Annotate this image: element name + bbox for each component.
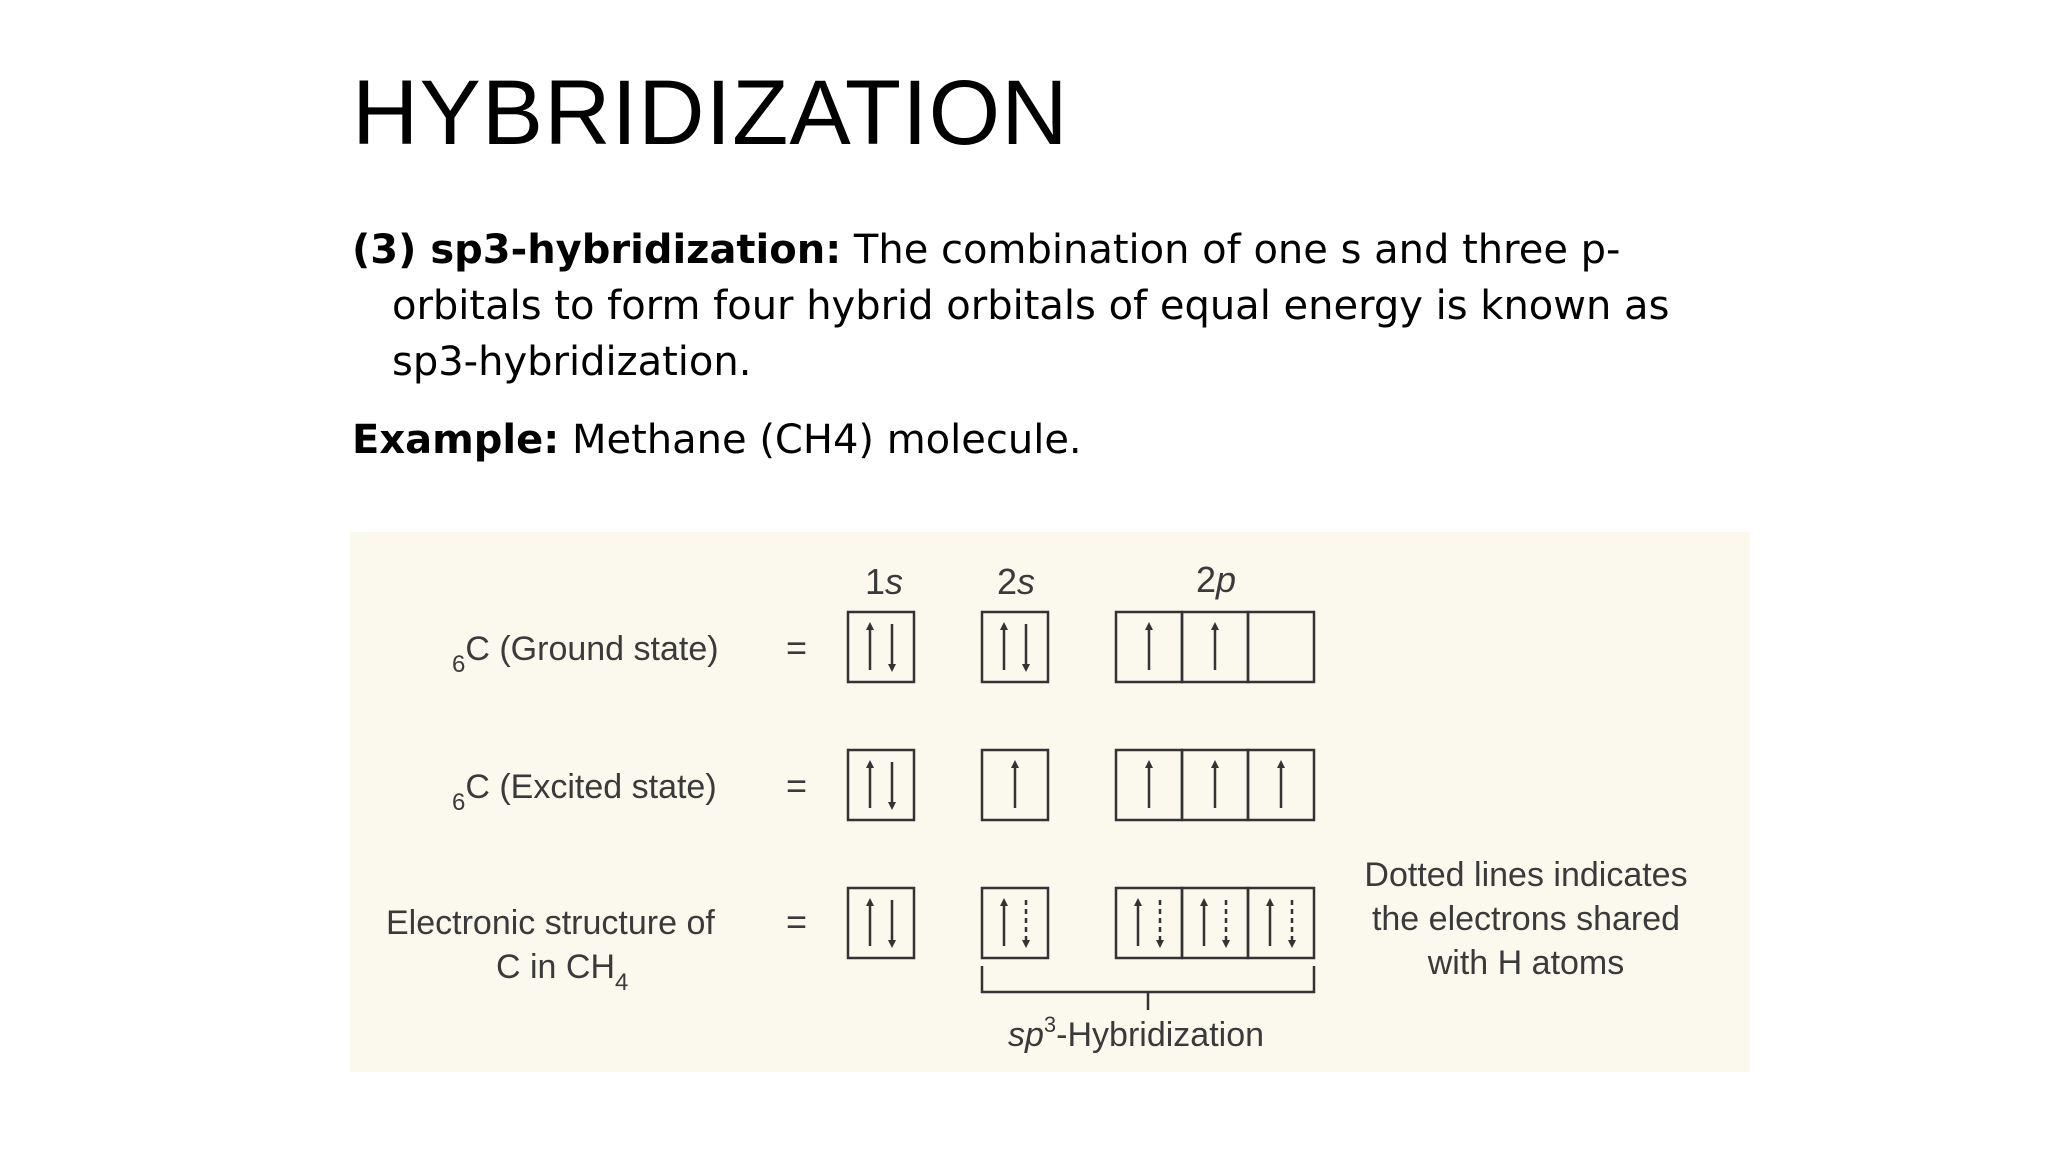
slide-title: HYBRIDIZATION	[352, 62, 1069, 164]
excited-1s-box	[848, 750, 914, 820]
row-ch4-label-line2: C in $CH_4$	[496, 948, 629, 996]
ch4-1s-box	[848, 888, 914, 958]
definition-text: The combination of one s and three p-orbitals to form four hybrid orbitals of equal energy is known as sp3-hybridization.	[392, 227, 1670, 385]
example-label: Example:	[352, 417, 560, 463]
row-excited-label: $_6$C (Excited state)	[452, 768, 717, 816]
definition-label: (3) sp3-hybridization:	[352, 227, 842, 273]
ch4-2p-hybrid-boxes	[1116, 888, 1314, 958]
hybridization-label: $sp^3$-Hybridization	[1008, 1012, 1265, 1054]
excited-2s-box	[982, 750, 1048, 820]
ground-1s-box	[848, 612, 914, 682]
orbital-diagram-svg	[350, 532, 1750, 1072]
slide-body	[352, 222, 1752, 490]
row-ground-equals: =	[786, 627, 808, 668]
header-2s: 2s	[997, 561, 1036, 602]
row-ch4-label-line1: Electronic structure of	[386, 904, 715, 942]
row-excited-equals: =	[786, 765, 808, 806]
example-text: Methane (CH4) molecule.	[559, 417, 1082, 463]
definition-paragraph	[352, 222, 1752, 390]
header-2p: 2p	[1196, 559, 1237, 600]
ch4-2s-hybrid-box	[982, 888, 1048, 958]
example-paragraph	[352, 412, 1752, 468]
excited-2p-boxes	[1116, 750, 1314, 820]
row-ground-label: $_6$C (Ground state)	[452, 630, 719, 678]
note-line2: the electrons shared	[1371, 900, 1681, 938]
note-line3: with H atoms	[1427, 944, 1625, 982]
header-1s: 1s	[865, 561, 904, 602]
orbital-diagram	[350, 532, 1750, 1072]
ground-2p-boxes	[1116, 612, 1314, 682]
note-line1: Dotted lines indicates	[1364, 856, 1688, 894]
ground-2s-box	[982, 612, 1048, 682]
hybrid-bracket	[982, 966, 1314, 1010]
row-ch4-equals: =	[786, 901, 808, 942]
